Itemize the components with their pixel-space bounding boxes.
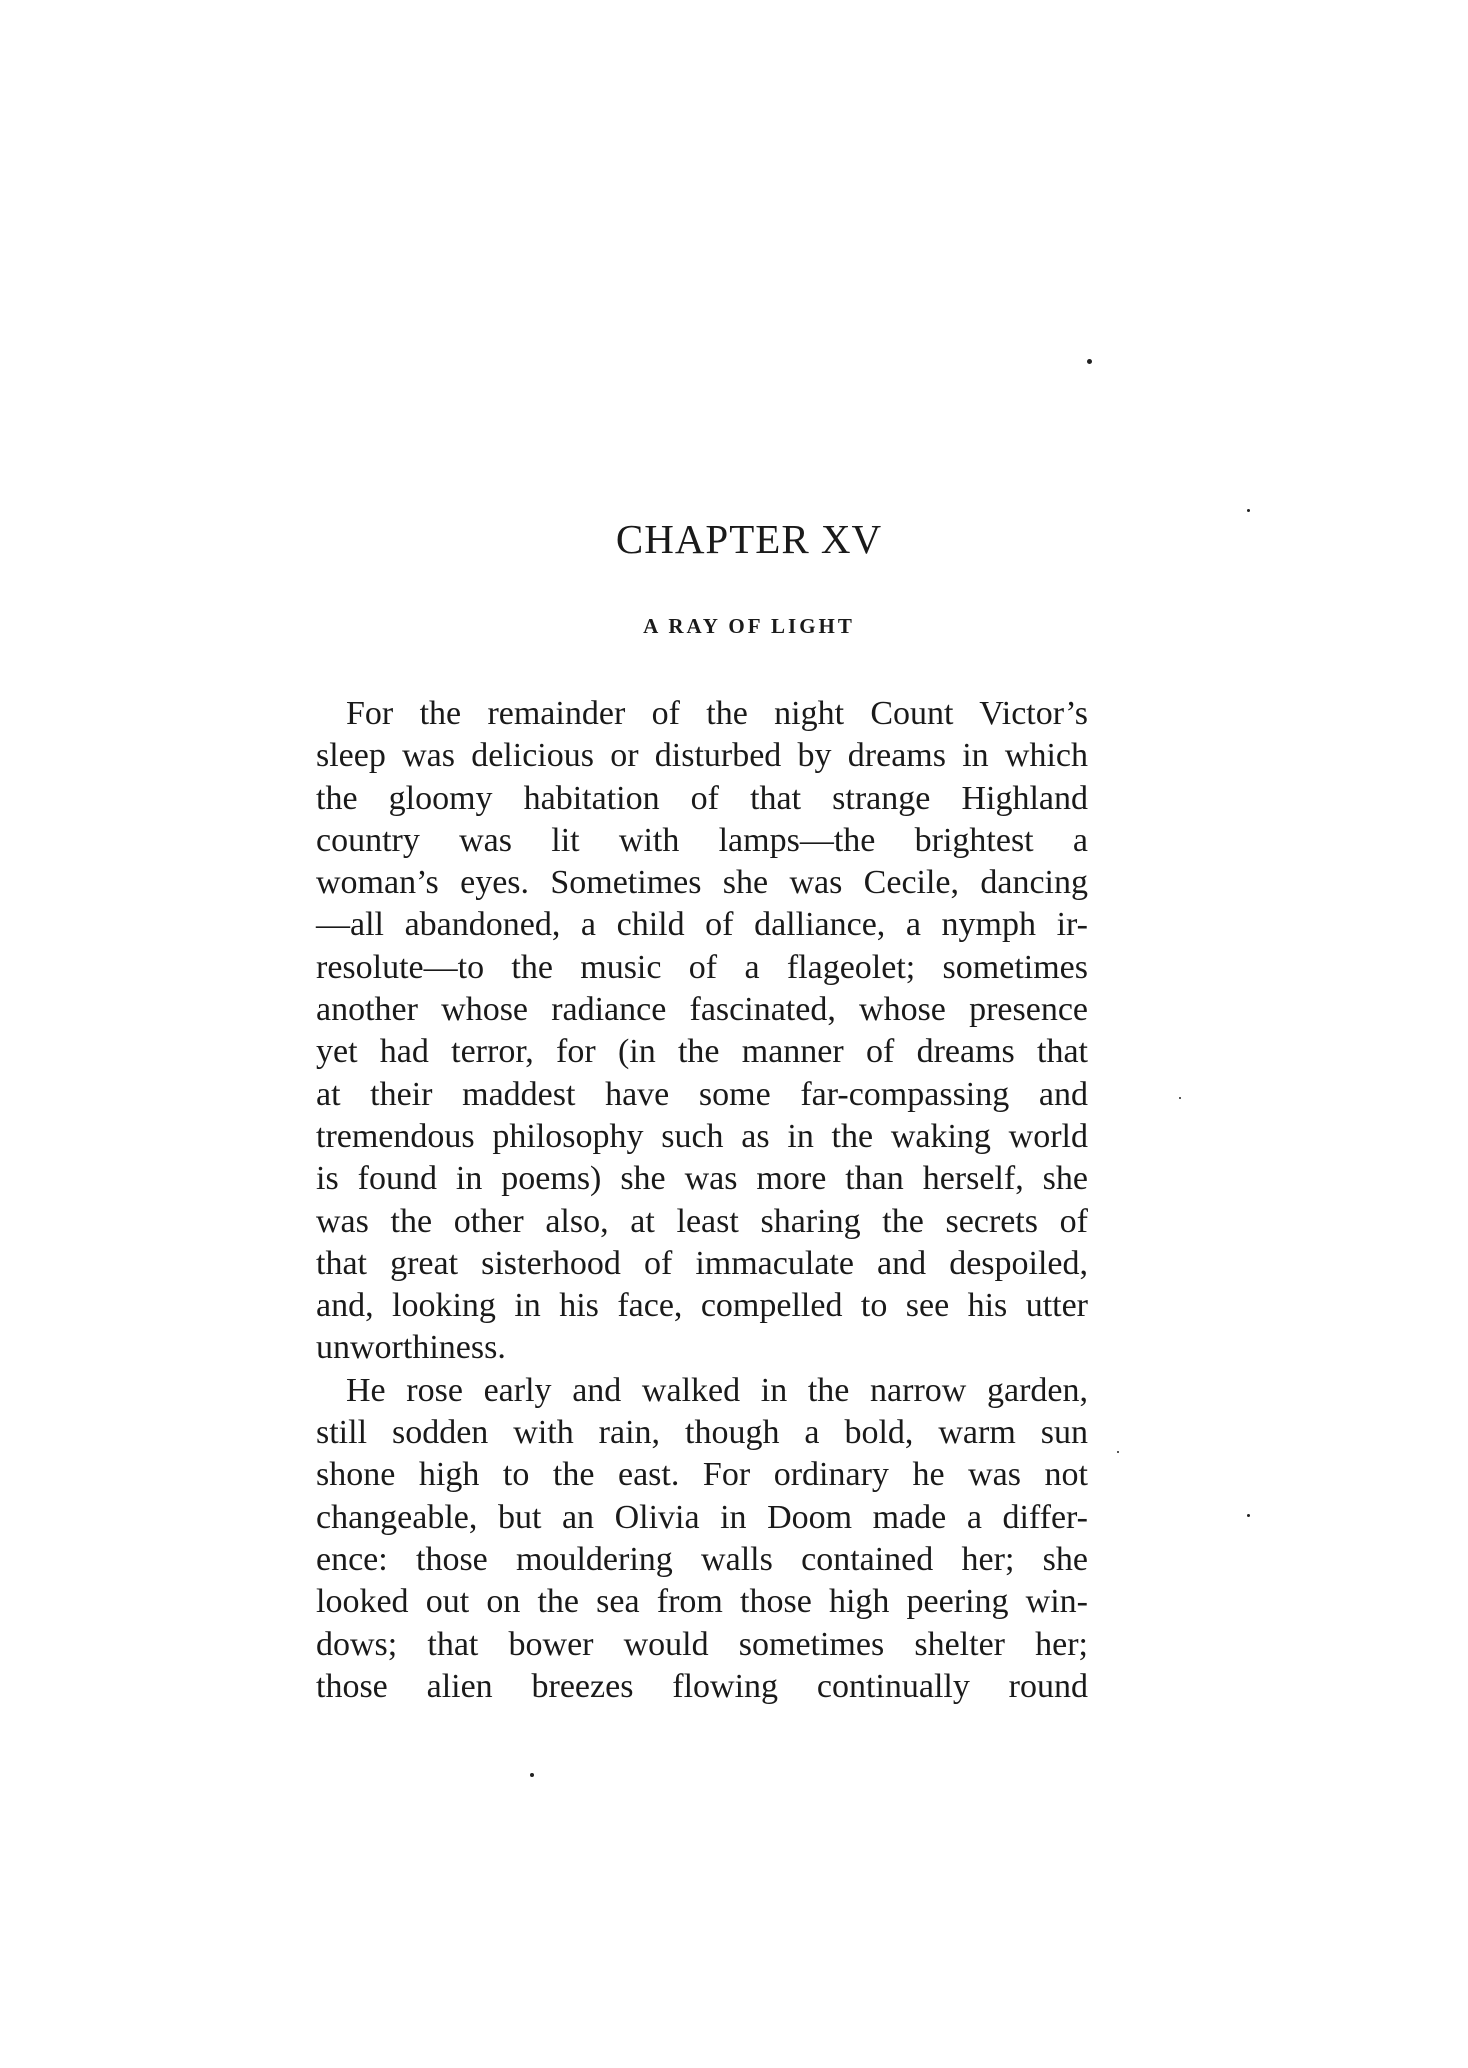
- text-line: and, looking in his face, compelled to see his utter: [316, 1287, 1088, 1325]
- text-line: tremendous philosophy such as in the waking world: [316, 1117, 1088, 1155]
- scan-speck: [1179, 1097, 1181, 1099]
- text-line: dows; that bower would sometimes shelter her;: [316, 1625, 1088, 1663]
- body-text: [316, 693, 1088, 1708]
- scan-speck: [530, 1773, 534, 1777]
- scan-speck: [1087, 359, 1092, 364]
- paragraph-1: [316, 693, 1088, 1370]
- text-line: looked out on the sea from those high peering win-: [316, 1583, 1088, 1621]
- text-line: yet had terror, for (in the manner of dreams that: [316, 1033, 1088, 1071]
- scan-speck: [1247, 509, 1250, 512]
- chapter-title: CHAPTER XV: [615, 516, 883, 562]
- text-line: shone high to the east. For ordinary he was not: [316, 1456, 1088, 1494]
- chapter-subtitle: A RAY OF LIGHT: [643, 614, 855, 638]
- text-line: at their maddest have some far-compassing and: [316, 1075, 1088, 1113]
- text-line: that great sisterhood of immaculate and despoiled,: [316, 1244, 1088, 1282]
- text-line: woman’s eyes. Sometimes she was Cecile, dancing: [316, 864, 1088, 902]
- text-line: sleep was delicious or disturbed by dreams in which: [316, 737, 1088, 775]
- text-line: He rose early and walked in the narrow garden,: [346, 1371, 1088, 1409]
- text-line: ence: those mouldering walls contained her; she: [316, 1540, 1088, 1578]
- text-line: For the remainder of the night Count Victor’s: [346, 695, 1088, 732]
- text-line: country was lit with lamps—the brightest a: [316, 821, 1088, 859]
- text-line: another whose radiance fascinated, whose presence: [316, 991, 1088, 1029]
- text-line: changeable, but an Olivia in Doom made a differ-: [316, 1498, 1088, 1536]
- paragraph-2: [316, 1370, 1088, 1708]
- text-line: —all abandoned, a child of dalliance, a nymph ir-: [316, 906, 1088, 944]
- text-line: is found in poems) she was more than herself, she: [316, 1160, 1088, 1198]
- scan-speck: [1247, 1514, 1250, 1517]
- text-line: was the other also, at least sharing the secrets of: [316, 1202, 1088, 1240]
- text-line: those alien breezes flowing continually round: [316, 1667, 1088, 1705]
- text-line: the gloomy habitation of that strange Highland: [316, 779, 1088, 817]
- text-line: unworthiness.: [316, 1329, 506, 1367]
- scan-speck: [1117, 1451, 1119, 1453]
- text-line: still sodden with rain, though a bold, warm sun: [316, 1414, 1088, 1452]
- text-line: resolute—to the music of a flageolet; sometimes: [316, 948, 1088, 986]
